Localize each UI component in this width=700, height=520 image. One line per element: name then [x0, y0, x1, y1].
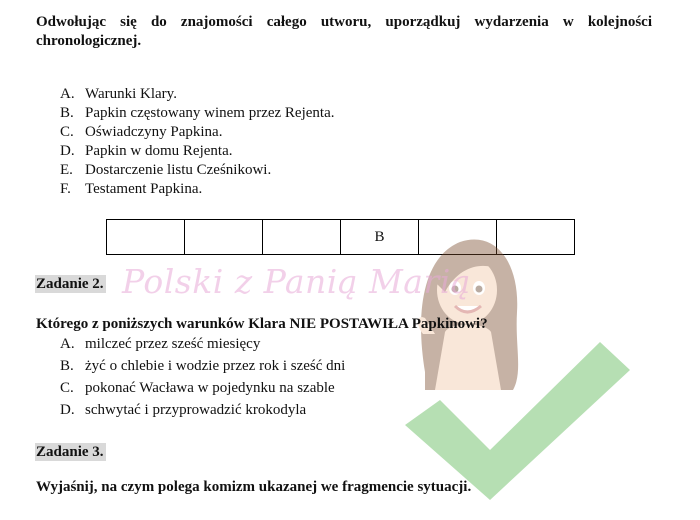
order-cell[interactable] [185, 220, 263, 255]
task3-label: Zadanie 3. [36, 444, 104, 460]
task2-section [35, 275, 106, 294]
task2-question: Którego z poniższych warunków Klara NIE POSTAWIŁA Papkinowi? [36, 316, 488, 332]
list-item [60, 123, 335, 142]
option-text: schwytać i przyprowadzić krokodyla [85, 402, 307, 418]
list-item [60, 85, 335, 104]
event-letter: B. [60, 105, 74, 121]
event-list [60, 85, 335, 199]
answer-option[interactable] [60, 379, 345, 398]
event-text: Warunki Klary. [85, 86, 177, 102]
list-item [60, 161, 335, 180]
event-letter: C. [60, 124, 74, 140]
event-text: Papkin w domu Rejenta. [85, 143, 233, 159]
task1-instruction: Odwołując się do znajomości całego utworu, uporządkuj wydarzenia w kolejności chronologicznej. [36, 14, 652, 49]
option-letter: D. [60, 402, 75, 418]
option-text: milczeć przez sześć miesięcy [85, 336, 261, 352]
list-item [60, 104, 335, 123]
event-letter: A. [60, 86, 75, 102]
watermark-text: Polski z Panią Marią [122, 262, 471, 301]
answer-option[interactable] [60, 401, 345, 420]
option-letter: B. [60, 358, 74, 374]
task3-section [35, 443, 106, 462]
event-text: Testament Papkina. [85, 181, 203, 197]
order-cell[interactable]: B [341, 220, 419, 255]
option-text: żyć o chlebie i wodzie przez rok i sześć dni [85, 358, 346, 374]
event-letter: D. [60, 143, 75, 159]
event-text: Oświadczyny Papkina. [85, 124, 223, 140]
order-cell[interactable] [263, 220, 341, 255]
event-letter: F. [60, 181, 71, 197]
answer-option[interactable] [60, 357, 345, 376]
event-letter: E. [60, 162, 73, 178]
list-item [60, 142, 335, 161]
task3-question: Wyjaśnij, na czym polega komizm ukazanej we fragmencie sytuacji. [36, 479, 472, 495]
list-item [60, 180, 335, 199]
task2-options [60, 335, 345, 420]
option-letter: A. [60, 336, 75, 352]
task2-label: Zadanie 2. [36, 276, 104, 292]
option-text: pokonać Wacława w pojedynku na szable [85, 380, 335, 396]
answer-option[interactable] [60, 335, 345, 354]
order-cell[interactable] [107, 220, 185, 255]
event-text: Papkin częstowany winem przez Rejenta. [85, 105, 335, 121]
option-letter: C. [60, 380, 74, 396]
event-text: Dostarczenie listu Cześnikowi. [85, 162, 272, 178]
